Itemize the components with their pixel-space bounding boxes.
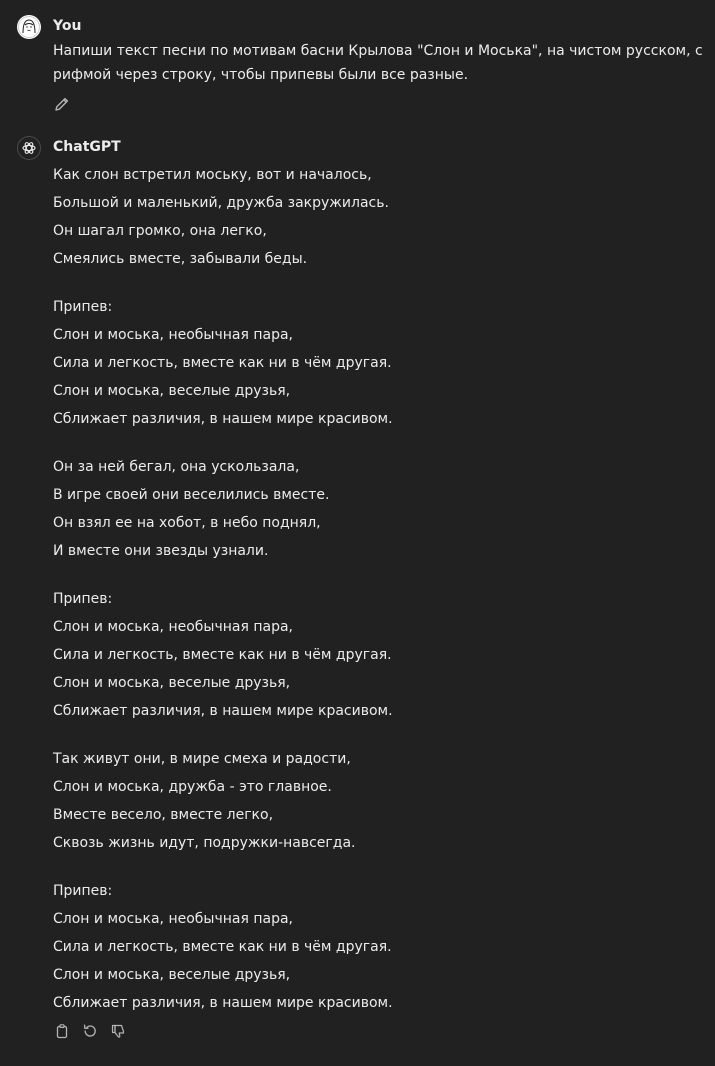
- lyric-line: Большой и маленький, дружба закружилась.: [53, 195, 389, 211]
- thumbs-down-icon[interactable]: [109, 1022, 127, 1040]
- user-author-name: You: [53, 18, 82, 34]
- lyric-line: Слон и моська, веселые друзья,: [53, 967, 291, 983]
- verse-stanza: [53, 453, 703, 565]
- lyric-line: Слон и моська, веселые друзья,: [53, 675, 291, 691]
- lyric-line: Смеялись вместе, забывали беды.: [53, 251, 308, 267]
- lyric-line: Сближает различия, в нашем мире красивом.: [53, 411, 393, 427]
- lyric-line: Сила и легкость, вместе как ни в чём другая.: [53, 355, 392, 371]
- lyric-line: Вместе весело, вместе легко,: [53, 807, 274, 823]
- lyric-line: Он за ней бегал, она ускользала,: [53, 459, 300, 475]
- verse-stanza: [53, 745, 703, 857]
- chorus-heading: Припев:: [53, 299, 113, 315]
- lyric-line: Он взял ее на хобот, в небо поднял,: [53, 515, 321, 531]
- lyric-line: Слон и моська, необычная пара,: [53, 619, 293, 635]
- lyric-line: Сближает различия, в нашем мире красивом.: [53, 995, 393, 1011]
- chorus-stanza: [53, 293, 703, 433]
- chorus-heading: Припев:: [53, 591, 113, 607]
- lyric-line: Он шагал громко, она легко,: [53, 223, 267, 239]
- pencil-icon[interactable]: [53, 95, 71, 113]
- lyric-line: Слон и моська, веселые друзья,: [53, 383, 291, 399]
- lyric-line: И вместе они звезды узнали.: [53, 543, 269, 559]
- chorus-stanza: [53, 585, 703, 725]
- assistant-author-name: ChatGPT: [53, 139, 121, 155]
- chorus-heading: Припев:: [53, 883, 113, 899]
- lyric-line: В игре своей они веселились вместе.: [53, 487, 330, 503]
- regenerate-icon[interactable]: [81, 1022, 99, 1040]
- user-message-text: Напиши текст песни по мотивам басни Крылова "Слон и Моська", на чистом русском, с рифмой через строку, чтобы припевы были все разные.: [53, 43, 703, 83]
- openai-logo-icon: [17, 136, 41, 160]
- user-avatar-icon: [17, 15, 41, 39]
- lyric-line: Сближает различия, в нашем мире красивом.: [53, 703, 393, 719]
- lyric-line: Сила и легкость, вместе как ни в чём другая.: [53, 939, 392, 955]
- lyric-line: Слон и моська, дружба - это главное.: [53, 779, 332, 795]
- verse-stanza: [53, 161, 703, 273]
- lyric-line: Так живут они, в мире смеха и радости,: [53, 751, 351, 767]
- message-actions: [53, 1022, 127, 1040]
- lyric-line: Слон и моська, необычная пара,: [53, 911, 293, 927]
- lyric-line: Слон и моська, необычная пара,: [53, 327, 293, 343]
- assistant-message-text: [53, 161, 703, 1037]
- copy-icon[interactable]: [53, 1022, 71, 1040]
- lyric-line: Как слон встретил моську, вот и началось,: [53, 167, 372, 183]
- lyric-line: Сквозь жизнь идут, подружки-навсегда.: [53, 835, 356, 851]
- lyric-line: Сила и легкость, вместе как ни в чём другая.: [53, 647, 392, 663]
- chorus-stanza: [53, 877, 703, 1017]
